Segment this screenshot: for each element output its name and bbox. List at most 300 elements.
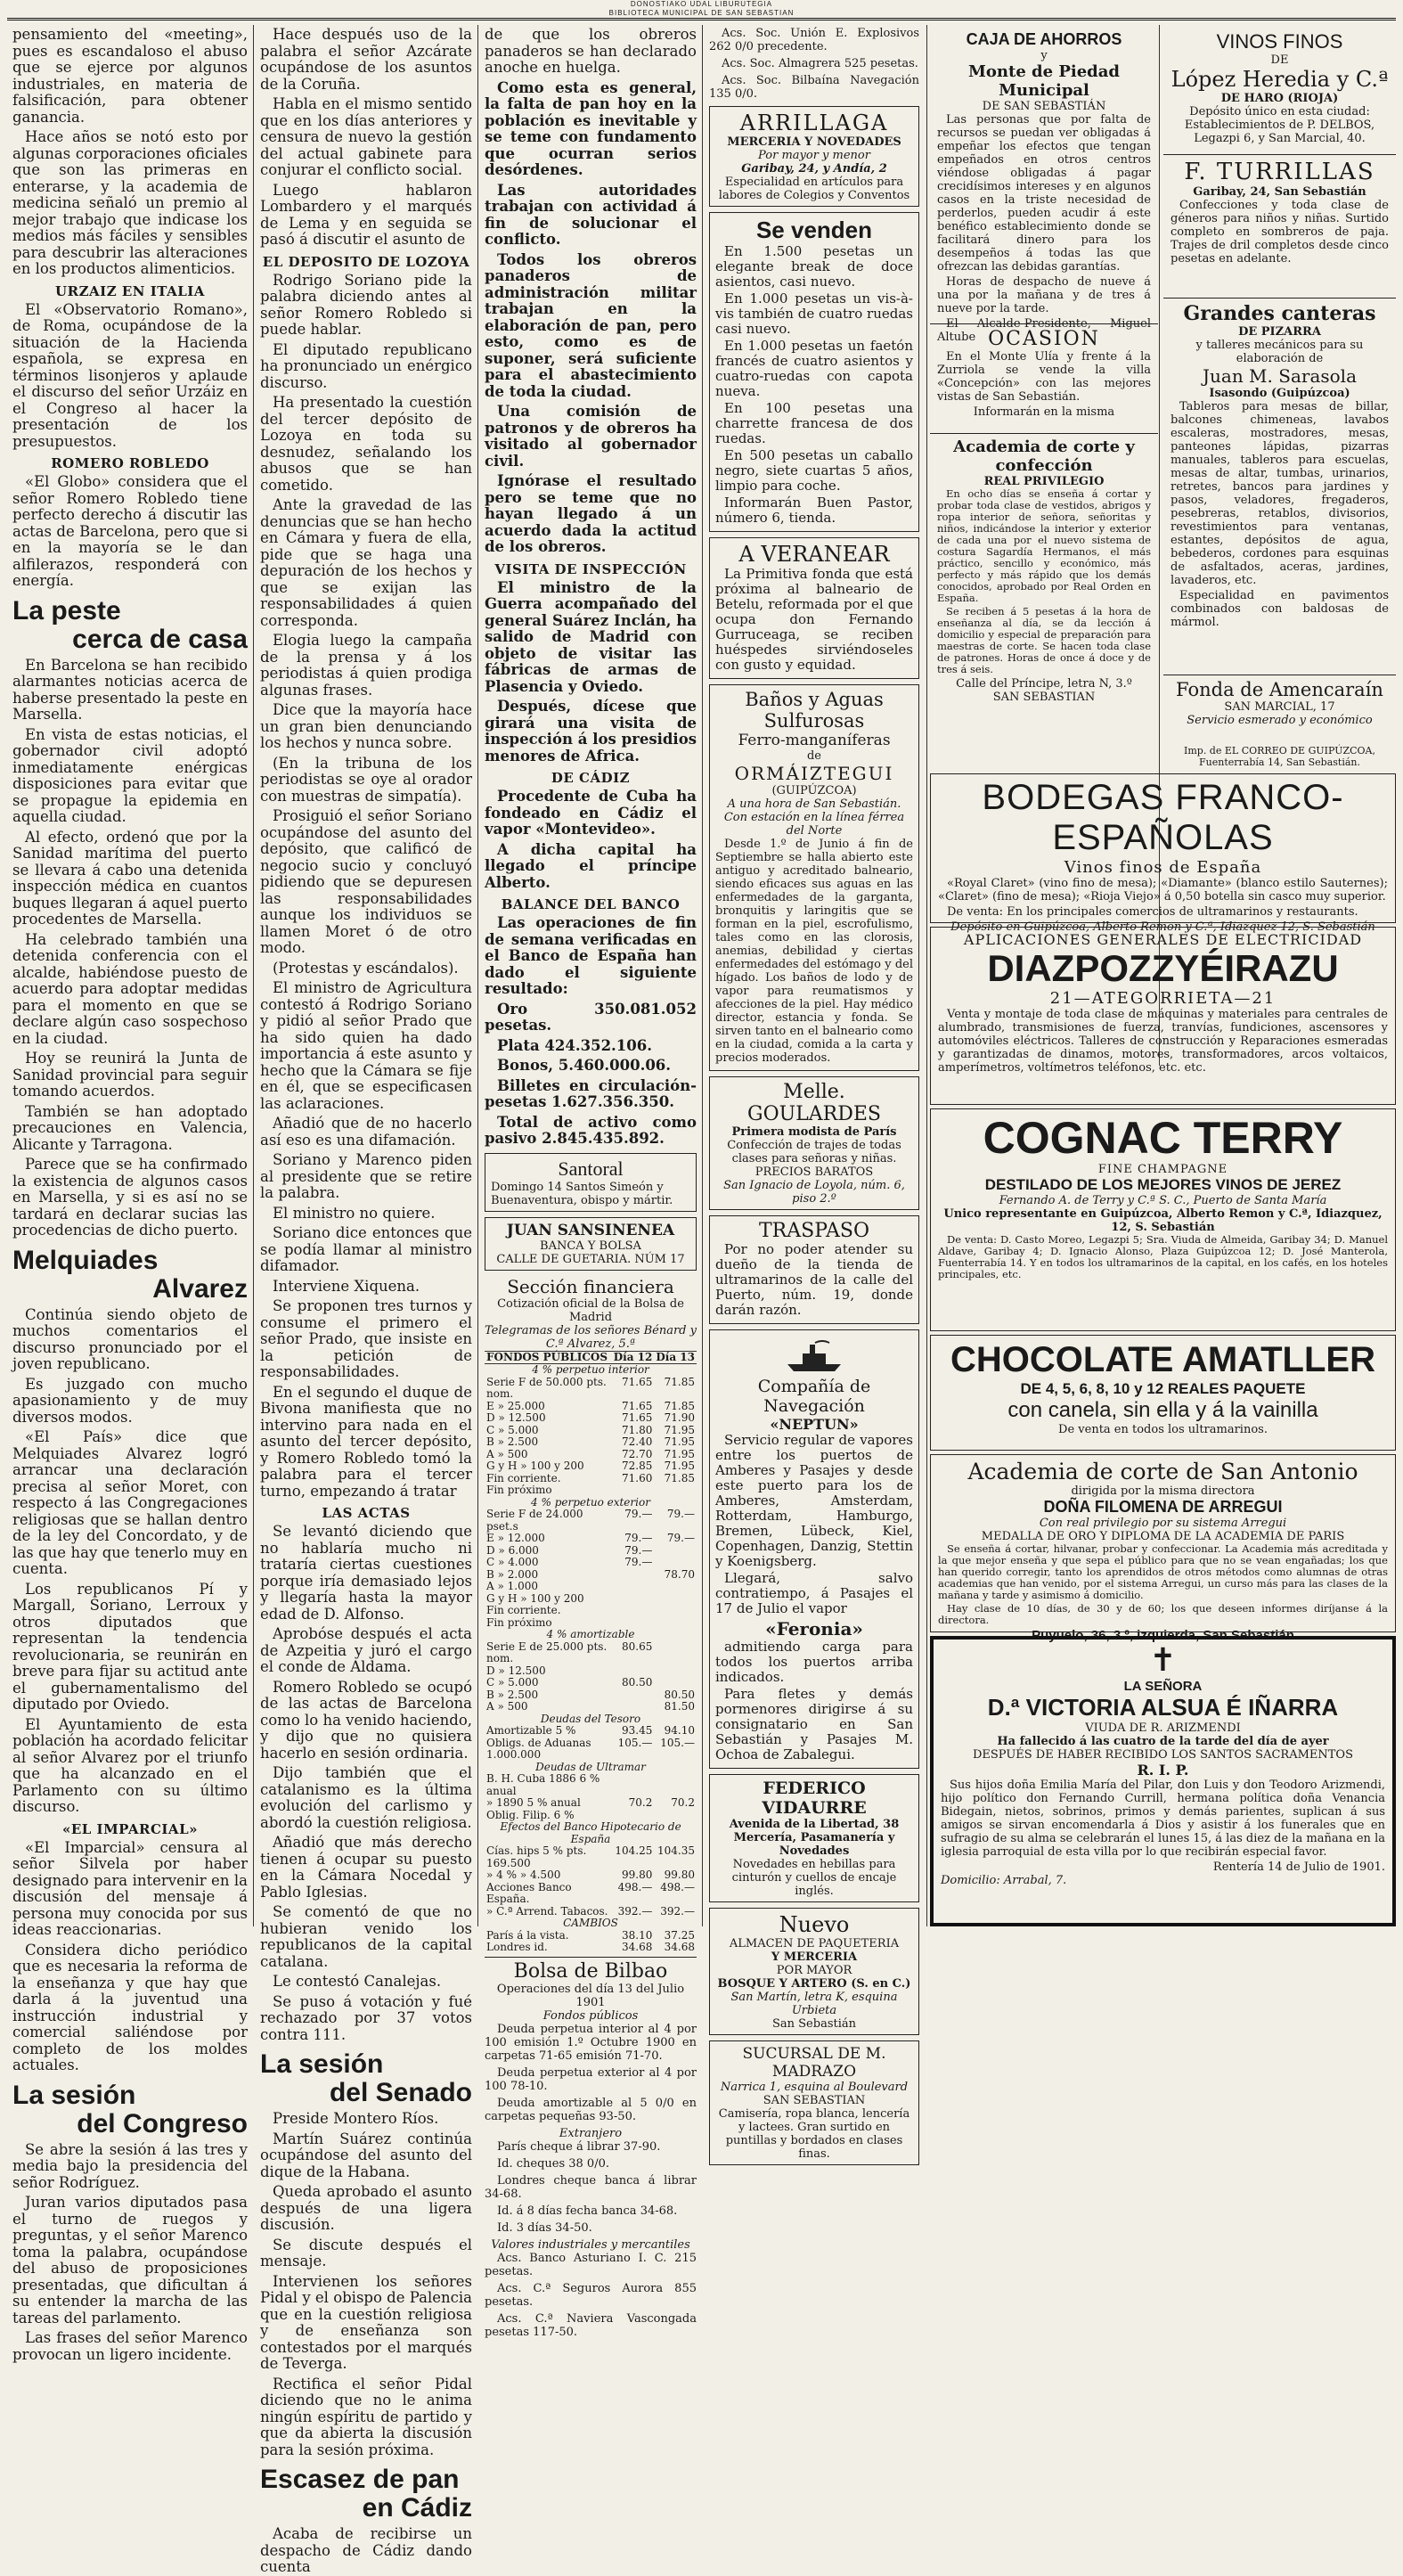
ad-subtitle: Primera modista de París	[731, 1125, 897, 1139]
table-row	[485, 1738, 697, 1762]
table-group-row	[485, 1497, 697, 1509]
table-cell-value	[654, 1810, 697, 1822]
ad-text: Servicio regular de vapores entre los puertos de Amberes y Pasajes y desde este puerto para los de Amberes, Amsterdam, Rotterdam, Hamburgo, Bremen, Lübeck, Kiel, Copenhagen, Danzig, Stettin y Koenigsberg.	[715, 1432, 913, 1569]
table-cell-value	[654, 1557, 697, 1569]
table-cell-value	[654, 1484, 697, 1497]
ad-text: Confecciones y toda clase de géneros para niños y niñas. Surtido completo en sombreros de paja. Trajes de dril completos desde cinco pesetas en adelante.	[1171, 199, 1389, 266]
table-cell-value: 34.68	[664, 1941, 695, 1953]
table-cell-value: 71.90	[664, 1411, 695, 1424]
academia-corte-ad	[930, 433, 1158, 718]
paragraph: Procedente de Cuba ha fondeado en Cádiz el vapor «Montevideo».	[485, 788, 697, 838]
paragraph: Aprobóse después el acta de Azpeitia y juró el cargo el conde de Aldama.	[260, 1625, 472, 1675]
table-cell-value	[612, 1701, 655, 1713]
obituary-text: DESPUÉS DE HABER RECIBIDO LOS SANTOS SACRAMENTOS	[972, 1748, 1353, 1762]
ad-subtitle: DE 4, 5, 6, 8, 10 y 12 REALES PAQUETE	[1020, 1380, 1306, 1397]
table-cell-label: C » 4.000	[486, 1556, 539, 1568]
ad-title: Grandes canteras	[1183, 302, 1376, 325]
paragraph: Como esta es general, la falta de pan hoy en la población es inevitable y se teme con fundamento que ocurran serios desórdenes.	[485, 78, 697, 178]
paragraph: de que los obreros panaderos se han declarado anoche en huelga.	[485, 26, 697, 76]
table-cell-value: 79.—	[624, 1532, 653, 1544]
ad-place: ORMÁIZTEGUI	[734, 763, 894, 784]
table-cell-value	[612, 1773, 655, 1797]
column-divider	[926, 25, 927, 1926]
section-heading: EL DEPOSITO DE LOZOYA	[262, 253, 470, 270]
ad-subtitle: DE PIZARRA	[1238, 325, 1321, 339]
table-cell-value	[612, 1484, 655, 1497]
ad-text: Depósito único en esta ciudad: Establecimientos de P. DELBOS, Legazpi 6, y San Marcial, 40.	[1184, 105, 1375, 145]
ad-title: CHOCOLATE AMATLLER	[950, 1340, 1375, 1379]
paragraph: Acs. Soc. Unión E. Explosivos 262 0/0 precedente.	[709, 27, 919, 53]
ad-text: De venta: D. Casto Moreo, Legazpi 5; Sra. Viuda de Almeida, Garibay 34; D. Manuel Aldave, Garibay 4; D. Ignacio Alonso, Plaza Guipúzcoa 12; D. José Manterola, Fuenterrabía 14. Y en todos los ultramarinos de la capital, en los cafés, en los hoteles principales, etc.	[938, 1233, 1388, 1280]
ad-address: San Ignacio de Loyola, núm. 6, piso 2.º	[723, 1179, 905, 1206]
arrillaga-ad	[709, 106, 919, 207]
section-heading: DE CÁDIZ	[551, 770, 631, 786]
imprint-text: Imp. de EL CORREO DE GUIPÚZCOA, Fuenterrabía 14, San Sebastián.	[1184, 745, 1375, 768]
table-row	[485, 1882, 697, 1906]
table-cell-value	[612, 1617, 655, 1630]
section-heading: «EL IMPARCIAL»	[61, 1820, 198, 1837]
ad-text: Informarán Buen Pastor, número 6, tienda.	[715, 495, 913, 526]
table-cell-value: 79.—	[624, 1556, 653, 1568]
obituary-date: Rentería 14 de Julio de 1901.	[1212, 1860, 1385, 1874]
table-cell-value: 71.65	[622, 1411, 653, 1424]
academia-san-antonio-ad	[930, 1454, 1396, 1643]
paragraph: Intervienen los señores Pidal y el obispo de Palencia que en la cuestión religiosa y de enseñanza son contestados por el marqués de Teverga.	[260, 2272, 472, 2372]
paragraph: Elogia luego la campaña de la prensa y á los periodistas á quien prodiga algunas frases.	[260, 632, 472, 699]
obituary-name: D.ª VICTORIA ALSUA É IÑARRA	[987, 1694, 1339, 1721]
paragraph: Ante la gravedad de las denuncias que se han hecho en Cámara y fuera de ella, pide que se haga una depuración de los hechos y que se exijan las responsabilidades á quien corresponda.	[260, 496, 472, 629]
ad-subtitle: ALMACEN DE PAQUETERIA	[729, 1937, 900, 1950]
table-cell-value	[612, 1569, 655, 1582]
paragraph: Los republicanos Pí y Margall, Soriano, Lerroux y otros diputados que representan la tendencia revolucionaria, se reunirán en breve para fijar su actitud ante el gubernamentalismo del diputado por Oviedo.	[12, 1580, 248, 1713]
paragraph: Acs. Banco Asturiano I. C. 215 pesetas.	[485, 2251, 697, 2278]
ad-text: Se reciben á 5 pesetas á la hora de enseñanza al día, se da lección á domicilio y especial de preparación para maestras de corte. Se hacen toda clase de patrones. Horas de once á doce y de tres á seis.	[937, 605, 1151, 675]
ad-text: PRECIOS BARATOS	[755, 1165, 874, 1179]
table-cell-value: 72.40	[622, 1435, 653, 1448]
paragraph: Ha presentado la cuestión del tercer depósito de Lozoya en toda su desnudez, señalando los abusos que se han cometido.	[260, 394, 472, 494]
obituary-heading: LA SEÑORA	[1123, 1679, 1203, 1694]
column-4	[704, 27, 925, 2161]
table-cell-value	[612, 1665, 655, 1678]
table-cell-label: Cías. hips 5 % pts. 169.500	[486, 1844, 587, 1869]
top-rule	[7, 18, 1396, 24]
paragraph: Se levantó diciendo que no hablaría mucho ni trataría ciertas cuestiones porque iría demasiado lejos y llegaría hasta la mayor edad de D. Alfonso.	[260, 1523, 472, 1623]
ad-address: SAN MARCIAL, 17	[1224, 700, 1335, 714]
headline-line: del Senado	[329, 2078, 472, 2107]
headline-congreso	[12, 2081, 248, 2138]
ad-address: CALLE DE GUETARIA. NÚM 17	[496, 1252, 685, 1266]
table-row	[485, 1436, 697, 1449]
table-cell-value: 71.60	[622, 1471, 653, 1484]
paragraph: Acs. C.ª Seguros Aurora 855 pesetas.	[485, 2281, 697, 2309]
headline-peste	[12, 597, 248, 654]
table-cell-value: 78.70	[664, 1567, 695, 1581]
table-row	[485, 1401, 697, 1413]
ad-subtitle: APLICACIONES GENERALES DE ELECTRICIDAD	[963, 931, 1363, 948]
divider	[485, 1957, 697, 1958]
ad-subtitle: MERCERIA Y NOVEDADES	[727, 135, 901, 149]
ad-subtitle: y talleres mecánicos para su elaboración de	[1195, 339, 1364, 365]
headline-line: Escasez de pan	[260, 2465, 460, 2494]
group-title: Valores industriales y mercantiles	[491, 2237, 690, 2252]
table-header	[485, 1351, 697, 1364]
headline-line: del Congreso	[77, 2108, 248, 2138]
table-row	[485, 1725, 697, 1738]
table-cell-label: D » 12.500	[486, 1664, 546, 1677]
table-cell-label: Obligs. de Aduanas 1.000.000	[486, 1736, 591, 1761]
paragraph: Acs. C.ª Naviera Vascongada pesetas 117-50.	[485, 2311, 697, 2339]
headline-line: en Cádiz	[362, 2493, 472, 2523]
table-cell-value: 79.—	[624, 1508, 653, 1520]
paragraph: El ministro no quiere.	[273, 1204, 436, 1222]
table-cell-label: Amortizable 5 %	[486, 1724, 576, 1737]
table-cell-value: 71.85	[664, 1399, 695, 1412]
headline-line: La sesión	[260, 2049, 384, 2079]
group-title: Fondos públicos	[542, 2008, 639, 2023]
headline-line: Melquiades	[12, 1245, 159, 1275]
ad-subtitle: Por mayor y menor	[758, 149, 870, 162]
table-row	[485, 1701, 697, 1713]
obituary-subtitle: VIUDA DE R. ARIZMENDI	[1085, 1721, 1241, 1735]
table-row	[485, 1533, 697, 1545]
ad-signature: El Alcalde-Presidente, Miguel Altube	[937, 317, 1151, 344]
section-heading: BALANCE DEL BANCO	[501, 896, 681, 912]
table-group-label: 4 % amortizable	[546, 1628, 635, 1640]
table-cell-label: A » 500	[486, 1700, 528, 1713]
section-title: Bolsa de Bilbao	[513, 1959, 668, 1983]
ad-title: Se venden	[755, 217, 873, 243]
ad-text: De venta en todos los ultramarinos.	[1058, 1423, 1268, 1436]
table-cell-value	[612, 1581, 655, 1593]
section-heading: URZAIZ EN ITALIA	[55, 282, 205, 299]
diazpozzy-ad	[930, 927, 1396, 1105]
ad-address: Depósito en Guipúzcoa, Alberto Remon y C.ª, Idiazquez 12, S. Sebastián	[950, 920, 1375, 934]
paragraph: Es juzgado con mucho apasionamiento y de muy diversos modos.	[12, 1375, 248, 1426]
paragraph: Dice que la mayoría hace un gran bien denunciando los hechos y nunca sobre.	[260, 701, 472, 751]
table-cell-value: 99.80	[622, 1869, 653, 1881]
table-cell-label: A » 500	[486, 1447, 528, 1460]
ad-title: Nuevo	[779, 1912, 850, 1937]
paragraph: El ministro de la Guerra acompañado del general Suárez Inclán, ha salido de Madrid con objeto de visitar las fábricas de armas de Plasencia y Oviedo.	[485, 578, 697, 695]
table-cell-value: 70.2	[671, 1796, 695, 1809]
table-cell-label: Oblig. Filip. 6 %	[486, 1808, 575, 1821]
turrillas-ad	[1163, 154, 1396, 295]
bolsa-bilbao-section	[485, 1960, 697, 2339]
ad-place: DE HARO (RIOJA)	[1220, 92, 1339, 105]
paragraph: Se comentó de que no hubieran venido los republicanos de la capital catalana.	[260, 1903, 472, 1970]
ad-text: Confección de trajes de todas clases para señoras y niñas.	[727, 1139, 901, 1165]
ad-text: Para fletes y demás pormenores dirigirse á su consignatario en San Sebastián y Pasajes M. Ochoa de Zabalegui.	[715, 1686, 913, 1762]
group-title: Extranjero	[559, 2126, 623, 2140]
bolsa-madrid-table	[485, 1351, 697, 1954]
table-cell-label: » C.ª Arrend. Tabacos.	[486, 1904, 608, 1918]
paragraph: El Ayuntamiento de esta población ha acordado felicitar al señor Alvarez por el triunfo que ha alcanzado en el Parlamento con su último discurso.	[12, 1715, 248, 1815]
table-row	[485, 1473, 697, 1485]
table-row	[485, 1930, 697, 1942]
table-cell-value: 72.70	[622, 1447, 653, 1460]
ship-name: «NEPTUN»	[770, 1416, 859, 1433]
ad-title: Monte de Piedad Municipal	[967, 62, 1120, 100]
table-cell-value: 38.10	[622, 1928, 653, 1942]
paragraph: (En la tribuna de los periodistas se oye al orador con muestras de simpatía).	[260, 754, 472, 805]
paragraph: Interviene Xiquena.	[273, 1277, 420, 1295]
table-cell-value: 79.—	[666, 1532, 695, 1544]
paragraph: Deuda amortizable al 5 0/0 en carpetas pequeñas 93-50.	[485, 2096, 697, 2123]
paragraph: En Barcelona se han recibido alarmantes noticias acerca de haberse presentado la peste en Marsella.	[12, 656, 248, 723]
paragraph: Queda aprobado el asunto después de una ligera discusión.	[260, 2183, 472, 2233]
ad-subtitle: Ferro-manganíferas	[738, 732, 891, 749]
ad-text: En el Monte Ulía y frente á la Zurriola se vende la villa «Concepción» con las mejores vistas de San Sebastián.	[937, 350, 1151, 404]
paragraph: Se abre la sesión á las tres y media bajo la presidencia del señor Rodríguez.	[12, 2140, 248, 2191]
ad-subtitle: dirigida por la misma directora	[1071, 1484, 1255, 1498]
ad-connector: DE	[1270, 53, 1289, 67]
se-venden-ad	[709, 212, 919, 532]
table-header-cell: Día 13	[656, 1350, 695, 1363]
table-cell-value: 71.95	[664, 1423, 695, 1436]
ad-text: Por no poder atender su dueño de la tienda de ultramarinos de la calle del Puerto, núm. 19, donde darán razón.	[715, 1241, 913, 1318]
chocolate-amatller-ad	[930, 1335, 1396, 1451]
ad-text: Unico representante en Guipúzcoa, Alberto Remon y C.ª, Idiazquez, 12, S. Sebastián	[943, 1207, 1383, 1234]
ad-text: Novedades en hebillas para cinturón y cuellos de encaje inglés.	[731, 1858, 897, 1898]
section-note: Telegramas de los señores Bénard y C.ª Alvarez, 5.ª	[485, 1323, 697, 1351]
ad-text: En 1.000 pesetas un vis-à-vis también de cuatro ruedas casi nuevo.	[715, 290, 913, 337]
table-cell-label: » 4 % » 4.500	[486, 1869, 561, 1881]
table-cell-value: 498.—	[660, 1880, 695, 1893]
fonda-ad	[1163, 675, 1396, 739]
headline-line: cerca de casa	[72, 624, 248, 654]
table-group-label: Deudas de Ultramar	[535, 1760, 646, 1773]
ad-title: ARRILLAGA	[739, 110, 889, 135]
paragraph: Rodrigo Soriano pide la palabra diciendo antes al señor Romero Robledo si puede hablar.	[260, 271, 472, 338]
table-cell-value	[654, 1545, 697, 1558]
obituary-text: Ha fallecido á las cuatro de la tarde del día de ayer	[997, 1735, 1329, 1748]
ad-city: DE SAN SEBASTIÁN	[982, 100, 1106, 113]
table-cell-value: 79.—	[624, 1543, 653, 1557]
ad-text: En 1.500 pesetas un elegante break de doce asientos, casi nuevo.	[715, 243, 913, 290]
table-cell-value	[654, 1605, 697, 1617]
table-cell-value: 80.50	[664, 1688, 695, 1701]
table-row	[485, 1484, 697, 1497]
ocasion-ad	[930, 323, 1158, 430]
paragraph: «El Imparcial» censura al señor Silvela por haber designado para intervenir en la discusión del mensaje á persona muy conocida por sus ideas reaccionarias.	[12, 1838, 248, 1938]
ad-title: SUCURSAL DE M. MADRAZO	[742, 2045, 886, 2081]
headline-senado	[260, 2050, 472, 2107]
table-group-row	[485, 1762, 697, 1774]
ad-text: La Primitiva fonda que está próxima al balneario de Betelu, reformada por el que ocupa don Fernando Gurruceaga, se reciben huéspedes sirviéndoseles con gusto y equidad.	[715, 566, 913, 673]
nuevo-almacen-ad	[709, 1908, 919, 2035]
table-row	[485, 1942, 697, 1954]
table-row	[485, 1449, 697, 1461]
table-cell-label: Fin próximo	[486, 1484, 552, 1496]
paragraph: Al efecto, ordenó que por la Sanidad marítima del puerto se llevara á cabo una detenida inspección médica en cuantos buques llegaran á aquel puerto procedentes de Marsella.	[12, 828, 248, 928]
table-group-label: CAMBIOS	[563, 1917, 618, 1929]
table-cell-label: B. H. Cuba 1886 6 % anual	[486, 1772, 600, 1797]
paragraph: Juran varios diputados pasa el turno de ruegos y preguntas, y el señor Marenco toma la palabra, ocupándose del abuso de proposiciones presentadas, que dificultan á su entender la marcha de las tareas del parlamento.	[12, 2194, 248, 2327]
paragraph: En el segundo el duque de Bivona manifiesta que no intervino para nada en el asunto del tercer depósito, y Romero Robledo tomó la palabra para el tercer turno, empezando á tratar	[260, 1383, 472, 1500]
table-cell-value: 81.50	[664, 1700, 695, 1713]
table-cell-value: 104.25	[615, 1844, 653, 1857]
ad-text: En 100 pesetas una charrette francesa de dos ruedas.	[715, 400, 913, 446]
paragraph: Total de activo como pasivo 2.845.435.892.	[485, 1113, 697, 1147]
table-cell-value: 71.85	[664, 1375, 695, 1388]
section-heading: ROMERO ROBLEDO	[51, 455, 209, 471]
ad-title: Compañía de Navegación	[757, 1377, 871, 1416]
paragraph: Después, dícese que girará una visita de inspección á los presidios menores de Africa.	[485, 698, 697, 765]
ad-text: Tableros para mesas de billar, balcones chimeneas, lavabos escaleras, mostradores, mesas, panteones lápidas, pizarras manuales, tableros para escuelas, mesas de altar, tumbas, urinarios, retretes, bancos para jardines y pasos, veladores, fregaderos, pesebreras, retablos, divisorios, revestimientos para ventanas, estantes, depósitos de agua, bebederos, cordones para esquinas de asfaltados, aceras, jardines, lavaderos, etc.	[1171, 400, 1389, 587]
table-cell-label: E » 25.000	[486, 1399, 545, 1412]
ad-name: BOSQUE Y ARTERO (S. en C.)	[717, 1977, 911, 1991]
table-row	[485, 1412, 697, 1425]
column-divider	[477, 25, 478, 1926]
table-cell-label: E » 12.000	[486, 1532, 545, 1544]
table-cell-label: A » 1.000	[486, 1580, 538, 1592]
table-cell-value: 71.95	[664, 1447, 695, 1460]
table-cell-label: B » 2.000	[486, 1567, 539, 1581]
table-row	[485, 1689, 697, 1702]
column-divider	[702, 25, 703, 1926]
paragraph: A dicha capital ha llegado el príncipe Alberto.	[485, 840, 697, 891]
paragraph: Añadió que más derecho tienen á ocupar su puesto en la Cámara Nocedal y Pablo Iglesias.	[260, 1834, 472, 1901]
table-cell-label: Fin corriente.	[486, 1604, 561, 1616]
table-group-label: Deudas del Tesoro	[540, 1712, 641, 1725]
table-cell-value: 34.68	[622, 1941, 653, 1953]
ad-address: Narrica 1, esquina al Boulevard	[720, 2081, 909, 2094]
paragraph: Londres cheque banca á librar 34-68.	[485, 2173, 697, 2201]
paragraph: Plata 424.352.106.	[497, 1036, 652, 1054]
paragraph: En vista de estas noticias, el gobernador civil adoptó inmediatamente enérgicas disposiciones para evitar que se propague la epidemia en aquella ciudad.	[12, 725, 248, 825]
financial-section	[485, 1276, 697, 1954]
table-row	[485, 1581, 697, 1593]
table-cell-value	[654, 1581, 697, 1593]
ad-name: DOÑA FILOMENA DE ARREGUI	[1043, 1498, 1283, 1516]
ad-text: Horas de despacho de nueve á una por la mañana y de tres á nueve por la tarde.	[937, 275, 1151, 315]
section-subtitle: Operaciones del día 13 del Julio 1901	[496, 1982, 685, 2009]
advertisements-area	[930, 27, 1396, 1926]
table-cell-label: C » 5.000	[486, 1676, 539, 1689]
cross-icon: ✝	[1149, 1642, 1177, 1679]
vinos-finos-ad	[1163, 27, 1396, 151]
section-heading: LAS ACTAS	[322, 1505, 411, 1521]
table-group-label: 4 % perpetuo exterior	[531, 1495, 650, 1509]
table-row	[485, 1605, 697, 1617]
table-group-row	[485, 1364, 697, 1377]
table-cell-label: Acciones Banco España.	[486, 1880, 572, 1905]
paragraph: París cheque á librar 37-90.	[497, 2139, 661, 2154]
ad-title: CAJA DE AHORROS	[966, 30, 1122, 48]
ad-address: Puyuelo, 36, 3.º, izquierda, San Sebastián	[1032, 1628, 1294, 1643]
table-row	[485, 1593, 697, 1606]
table-cell-value	[654, 1617, 697, 1630]
paragraph: Hace después uso de la palabra el señor Azcárate ocupándose de los asuntos de la Coruña.	[260, 26, 472, 93]
section-title: Sección financiera	[507, 1275, 674, 1297]
table-row	[485, 1869, 697, 1882]
ad-address: San Martín, letra K, esquina Urbieta	[730, 1991, 898, 2017]
paragraph: pensamiento del «meeting», pues es escandaloso el abuso que se ejerce por algunos industriales, en materia de falsificación, para obtener ganancia.	[12, 26, 248, 126]
ad-title: VINOS FINOS	[1216, 30, 1343, 53]
table-header-cell: Día 12	[613, 1350, 653, 1363]
paragraph: Martín Suárez continúa ocupándose del asunto del dique de la Habana.	[260, 2130, 472, 2180]
ad-title: A VERANEAR	[738, 542, 890, 567]
table-cell-value: 71.85	[664, 1471, 695, 1484]
ad-province: (GUIPÚZCOA)	[771, 784, 857, 797]
ad-text: Especialidad en artículos para labores de Colegios y Conventos	[718, 176, 910, 202]
ad-place: Isasondo (Guipúzcoa)	[1209, 387, 1350, 400]
ad-title: Baños y Aguas Sulfurosas	[745, 689, 884, 732]
table-cell-value: 71.95	[664, 1460, 695, 1472]
ad-subtitle: BANCA Y BOLSA	[540, 1239, 641, 1253]
ad-address: Garibay, 24, y Andía, 2	[741, 162, 887, 176]
paragraph: Soriano dice entonces que se podía llamar al ministro difamador.	[260, 1224, 472, 1274]
table-row	[485, 1677, 697, 1689]
ad-name: Juan M. Sarasola	[1203, 365, 1357, 387]
table-row	[485, 1509, 697, 1533]
table-group-label: Efectos del Banco Hipotecario de España	[500, 1820, 681, 1845]
paragraph: Rectifica el señor Pidal diciendo que no le anima ningún espíritu de partido y que da abierta la discusión para la sesión próxima.	[260, 2375, 472, 2458]
masthead	[0, 0, 1403, 20]
ad-subtitle: POR MAYOR	[776, 1964, 852, 1977]
ad-text: admitiendo carga para todos los puertos arriba indicados.	[715, 1639, 913, 1685]
paragraph: Id. cheques 38 0/0.	[497, 2156, 609, 2171]
ad-subtitle: Y MERCERIA	[771, 1950, 858, 1964]
paragraph: Parece que se ha confirmado la existencia de algunos casos en Marsella, y si es así no se tardará en declarar sucias las procedencias de dicho puerto.	[12, 1156, 248, 1239]
obituary-rip: R. I. P.	[1137, 1762, 1189, 1779]
ad-text: Hay clase de 10 días, de 30 y de 60; los que deseen informes diríjanse á la directora.	[938, 1602, 1388, 1626]
santoral-box	[485, 1153, 697, 1212]
ad-address: Avenida de la Libertad, 38	[729, 1818, 900, 1831]
paragraph: Las frases del señor Marenco provocan un ligero incidente.	[12, 2329, 248, 2363]
ad-address: Calle del Príncipe, letra N, 3.º	[956, 677, 1132, 691]
paragraph: Deuda perpetua interior al 4 por 100 emisión 1.º Octubre 1900 en carpetas 71-65 emisión 71-70.	[485, 2022, 697, 2063]
headline-line: Alvarez	[152, 1273, 248, 1304]
paragraph: Oro 350.081.052 pesetas.	[485, 1000, 697, 1034]
table-cell-label: » 1890 5 % anual	[486, 1796, 581, 1809]
ad-title: COGNAC TERRY	[983, 1113, 1343, 1163]
table-cell-value	[612, 1593, 655, 1606]
ad-text: Informarán en la misma	[973, 405, 1115, 419]
table-row	[485, 1377, 697, 1401]
table-cell-label: París á la vista.	[486, 1928, 569, 1942]
table-row	[485, 1641, 697, 1665]
table-cell-label: B » 2.500	[486, 1688, 539, 1701]
ad-title: Academia de corte de San Antonio	[967, 1459, 1358, 1484]
juan-sansinenea-ad	[485, 1217, 697, 1271]
paragraph: Romero Robledo se ocupó de las actas de Barcelona como lo ha venido haciendo, y dijo que no quisiera hacerlo en sesión ordinaria.	[260, 1678, 473, 1762]
table-cell-value: 105.—	[617, 1736, 653, 1749]
ad-subtitle: FINE CHAMPAGNE	[1097, 1163, 1228, 1176]
ad-title: Academia de corte y confección	[953, 438, 1135, 475]
paragraph: Las autoridades trabajan con actividad á fin de solucionar el conflicto.	[485, 181, 697, 248]
column-2	[255, 26, 477, 2575]
table-group-row	[485, 1918, 697, 1930]
paragraph: Las operaciones de fin de semana verificadas en el Banco de España han dado el siguiente resultado:	[485, 914, 697, 997]
ad-text: Especialidad en pavimentos combinados con baldosas de mármol.	[1171, 589, 1389, 629]
masthead-line1: DONOSTIAKO UDAL LIBURUTEGIA	[630, 0, 773, 8]
table-cell-value	[612, 1605, 655, 1617]
table-row	[485, 1845, 697, 1869]
table-row	[485, 1425, 697, 1437]
ad-text: Venta y montaje de toda clase de máquinas y materiales para centrales de alumbrado, transmisiones de fuerza, tranvías, fundiciones, ascensores y automóviles eléctricos. Talleres de construcción y Reparaciones esmeradas y garantizadas de dinamos, motores, transformadores, arcos voltaicos, amperímetros, voltímetros teléfonos, etc. etc.	[938, 1008, 1388, 1075]
table-cell-label: G y H » 100 y 200	[486, 1460, 584, 1472]
table-cell-value	[654, 1593, 697, 1606]
headline-line: La peste	[12, 595, 121, 626]
table-group-row	[485, 1629, 697, 1641]
table-cell-value: 72.85	[622, 1460, 653, 1472]
obituary-notice	[930, 1636, 1396, 1926]
paragraph: Hace años se notó esto por algunas corporaciones oficiales que son las primeras en enterarse, y la academia de medicina señaló un premio al mejor trabajo que indicase los medios más fáciles y sensibles para descubrir las alteraciones en los productos alimenticios.	[12, 128, 248, 277]
table-cell-value: 71.65	[622, 1375, 653, 1388]
canteras-ad	[1163, 298, 1396, 672]
ad-city: SAN SEBASTIAN	[992, 691, 1096, 704]
